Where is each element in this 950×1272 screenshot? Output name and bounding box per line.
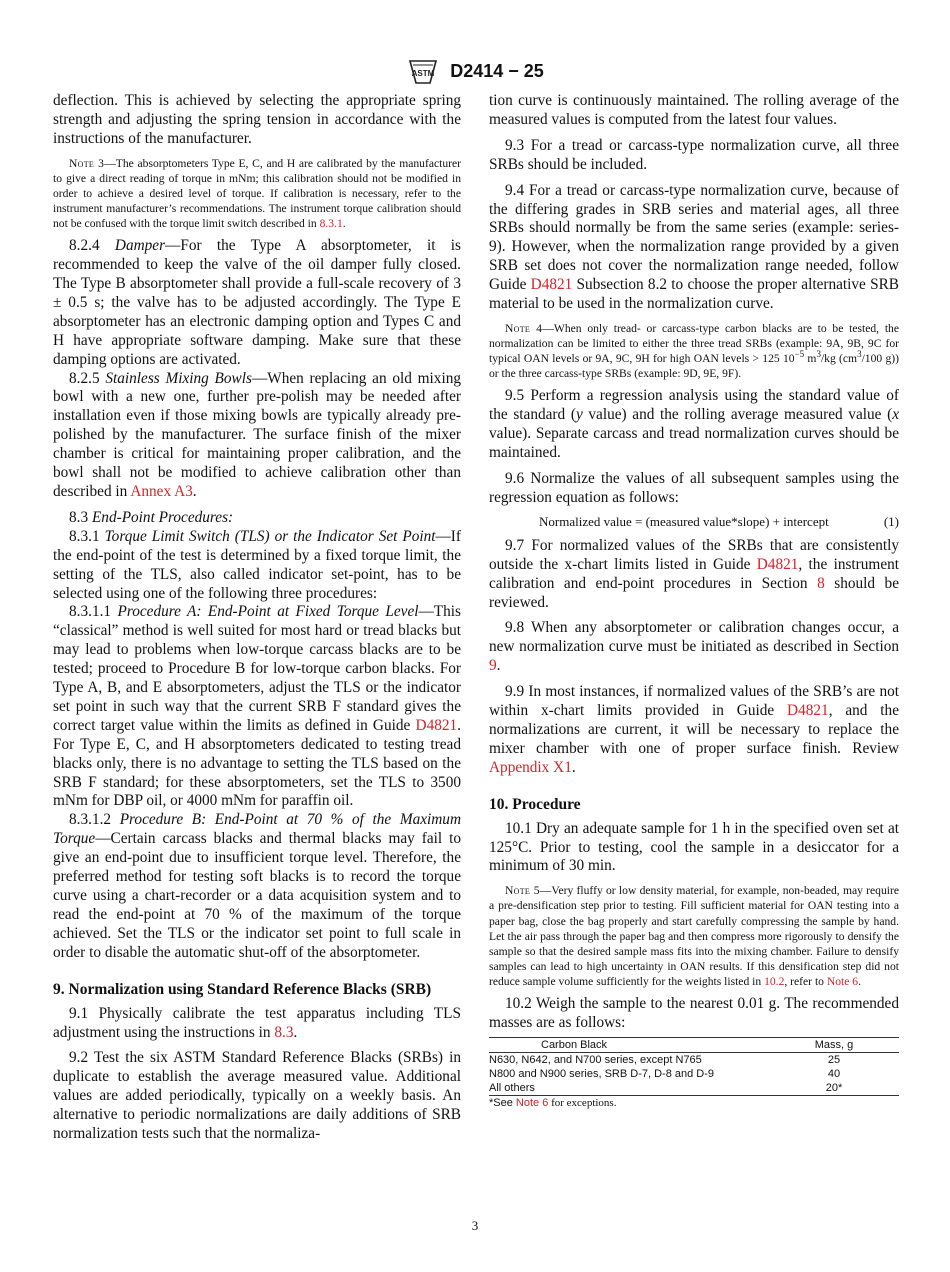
ref-10-2-link[interactable]: 10.2 (764, 974, 785, 988)
cell-mass: 25 (827, 1053, 841, 1066)
right-column (489, 92, 899, 1109)
section-9-1: 9.1 Physically calibrate the test apparatus including TLS adjustment using the instructions in 8.3. (53, 1004, 461, 1041)
section-10-2: 10.2 Weigh the sample to the nearest 0.01 g. The recommended masses are as follows: (489, 995, 899, 1031)
paragraph-continued: tion curve is continuously maintained. The rolling average of the measured values is computed from the latest four values. (489, 92, 899, 128)
section-title: End-Point Procedures: (91, 508, 234, 526)
section-9-5: 9.5 Perform a regression analysis using the standard value of the standard (y value) and the rolling average measured value (x value). Separate carcass and tread normalization curves should be maintained. (489, 387, 899, 462)
table-row (489, 1053, 899, 1067)
section-9-7: 9.7 For normalized values of the SRBs that are consistently outside the x-chart limits listed in Guide D4821, the instrument calibration and end-point procedures in Section 8 should be reviewed. (489, 536, 900, 611)
cell-carbon-black: N800 and N900 series, SRB D-7, D-8 and D-9 (489, 1067, 714, 1080)
left-column (53, 92, 461, 1144)
ref-note-6-link[interactable]: Note 6 (515, 1096, 549, 1109)
mass-table (489, 1037, 899, 1096)
heading-section-9: 9. Normalization using Standard Reference Blacks (SRB) (53, 980, 432, 998)
section-8-3-1-2: 8.3.1.2 Procedure B: End-Point at 70 % of the Maximum Torque—Certain carcass blacks and thermal blacks may fail to give an end-point due to insufficient torque level. Therefore, the preferred method for testing soft blacks is to record the torque curve using a chart-recorder or a data acquisition system and to read the end-point at 70 % of the maximum of the torque achieved. Set the TLS or the indicator set point to full scale in order to disable the automatic shut-off of the absorptometer. (53, 811, 461, 961)
ref-appendix-x1-link[interactable]: Appendix X1 (489, 758, 572, 776)
ref-section-8-link[interactable]: 8 (817, 574, 825, 592)
ref-section-9-link[interactable]: 9 (489, 657, 497, 675)
ref-d4821-link[interactable]: D4821 (530, 276, 573, 294)
section-9-4: 9.4 For a tread or carcass-type normalization curve, because of the differing grades in SRB series and material ages, all three SRBs should normally be from the same series (example: series-9). However, when the normalization range provided by a given SRB set does not cover the normalization range needed, follow Guide D4821 Subsection 8.2 to choose the proper alternative SRB material to be used in the normalization curve. (489, 181, 899, 313)
section-title: Stainless Mixing Bowls (105, 369, 252, 387)
ref-annex-a3-link[interactable]: Annex A3 (130, 482, 193, 500)
note-5: Note 5—Very fluffy or low density material, for example, non-beaded, may require a pre-densification step prior to testing. Fill sufficient material for OAN testing into a paper bag, close the bag properly and start carefully compressing the sample by hand. Let the air pass through the paper bag and then compress more rigorously to densify the sample so that the desired sample mass fits into the mixing chamber. Failure to densify samples can lead to high uncertainty in OAN results. If this densification step did not reduce sample volume sufficiently for the weights listed in 10.2, refer to Note 6. (489, 884, 900, 988)
table-row (489, 1067, 899, 1081)
section-9-3: 9.3 For a tread or carcass-type normalization curve, all three SRBs should be included. (489, 136, 899, 173)
section-8-2-4: 8.2.4 Damper—For the Type A absorptometer, it is recommended to keep the valve of the oil damper fully closed. The Type B absorptometer shall provide a full-scale recovery of 3 ± 0.5 s; the valve has to be adjusted accordingly. The Type E absorptometer has an electronic damping option and Types C and H have appropriate software damping. Make sure that these damping options are activated. (53, 237, 461, 368)
ref-d4821-link[interactable]: D4821 (415, 716, 458, 734)
equation-1 (489, 514, 899, 530)
section-title: Procedure A: End-Point at Fixed Torque Level (117, 603, 419, 621)
cell-carbon-black: N630, N642, and N700 series, except N765 (489, 1053, 702, 1066)
page-header (0, 56, 950, 90)
section-10-1: 10.1 Dry an adequate sample for 1 h in the specified oven set at 125°C. Prior to testing, cool the sample in a desiccator for a minimum of 30 min. (489, 819, 899, 875)
table-header-row (489, 1038, 899, 1052)
note-3: Note 3—The absorptometers Type E, C, and H are calibrated by the manufacturer to give a direct reading of torque in mNm; this calibration should not be modified in order to achieve a desired level of torque. If calibration is necessary, refer to the instrument manufacturer’s recommendations. The instrument torque calibration should not be confused with the torque limit switch described in 8.3.1. (53, 156, 462, 231)
section-8-3-1: 8.3.1 Torque Limit Switch (TLS) or the Indicator Set Point—If the end-point of the test is determined by a fixed torque limit, the setting of the TLS, also called indicator set-point, has to be selected using one of the following three procedures: (53, 527, 461, 602)
ref-d4821-link[interactable]: D4821 (756, 555, 799, 573)
ref-note-6-link[interactable]: Note 6 (826, 974, 859, 988)
table-footnote: *See Note 6 for exceptions. (489, 1096, 617, 1109)
section-title: Torque Limit Switch (TLS) or the Indicator Set Point (104, 527, 436, 545)
section-9-8: 9.8 When any absorptometer or calibration changes occur, a new normalization curve must be initiated as described in Section 9. (489, 619, 899, 675)
section-9-9: 9.9 In most instances, if normalized values of the SRB’s are not within x-chart limits provided in Guide D4821, and the normalizations are current, it will be necessary to replace the mixer chamber with one of proper surface finish. Review Appendix X1. (489, 683, 899, 776)
cell-mass: 20* (825, 1081, 843, 1094)
ref-d4821-link[interactable]: D4821 (787, 702, 829, 720)
ref-8-3-1-link[interactable]: 8.3.1 (319, 217, 343, 231)
cell-carbon-black: All others (489, 1081, 535, 1094)
note-label: Note 3 (69, 156, 105, 170)
equation-number: (1) (883, 513, 899, 529)
note-label: Note 5 (505, 884, 540, 898)
astm-logo-text: ASTM (411, 69, 435, 78)
section-9-6: 9.6 Normalize the values of all subsequent samples using the regression equation as follows: (489, 469, 899, 506)
note-4: Note 4—When only tread- or carcass-type carbon blacks are to be tested, the normalization can be limited to either the three tread SRBs (example: 9A, 9B, 9C for typical OAN levels or 9A, 9C, 9H for high OAN levels > 125 $10^{-5}$ $m^3/kg$ ($cm^3/100$ g)) or the three carcass-type SRBs (example: 9D, 9E, 9F). (489, 321, 899, 381)
astm-logo-icon (406, 56, 440, 86)
section-8-3: 8.3 End-Point Procedures: (69, 508, 234, 526)
section-9-2: 9.2 Test the six ASTM Standard Reference Blacks (SRBs) in duplicate to establish the average measured value. Additional values are added periodically, typically on a weekly basis. An alternative to periodic normalizations are daily additions of SRB normalization tests such that the normaliza- (53, 1049, 461, 1143)
column-header-carbon-black: Carbon Black (541, 1038, 608, 1051)
note-text: —The absorptometers Type E, C, and H are calibrated by the manufacturer to give a direct reading of torque in mNm; this calibration should not be modified in order to achieve a desired level of torque. If calibration is necessary, refer to the instrument manufacturer’s recommendations. The instrument torque calibration should not be confused with the torque limit switch described in (53, 156, 462, 231)
note-label: Note 4 (505, 321, 543, 335)
document-designation: D2414 − 25 (450, 60, 544, 81)
section-8-2-5: 8.2.5 Stainless Mixing Bowls—When replacing an old mixing bowl with a new one, further pre-polish may be needed after installation even if those mixing bowls are typically already pre-polished by the manufacturer. The surface finish of the mixer chamber is critical for maintaining proper calibration, and the bowl shall not be modified to achieve calibration other than described in Annex A3. (53, 369, 461, 500)
section-title: Damper (114, 237, 166, 255)
paragraph-intro: deflection. This is achieved by selecting the appropriate spring strength and adjusting the spring tension in accordance with the instructions of the manufacturer. (53, 92, 461, 147)
section-title: Procedure B: End-Point at 70 % of the Maximum Torque (53, 811, 461, 848)
column-header-mass: Mass, g (814, 1038, 854, 1051)
ref-8-3-link[interactable]: 8.3 (274, 1023, 294, 1041)
table-row (489, 1081, 899, 1095)
equation-text: Normalized value = (measured value*slope) + intercept (539, 513, 829, 529)
page-number: 3 (471, 1218, 479, 1233)
section-8-3-1-1: 8.3.1.1 Procedure A: End-Point at Fixed Torque Level—This “classical” method is well suited for most hard or tread blacks but may lead to problems when low-torque carcass blacks are to be tested; proceed to Procedure B for low-torque carbon blacks. For Type A, B, and E absorptometers, adjust the TLS or the indicator set point in such way that the current SRB F standard gives the correct target value within the limits as defined in Guide D4821. For Type E, C, and H absorptometers dedicated to testing tread blacks only, there is no advantage to setting the TLS based on the SRB F standard; for these absorptometers, set the TLS to 3500 mNm for DBP oil, or 4000 mNm for paraffin oil. (53, 603, 461, 810)
heading-section-10: 10. Procedure (489, 795, 581, 813)
cell-mass: 40 (827, 1067, 841, 1080)
